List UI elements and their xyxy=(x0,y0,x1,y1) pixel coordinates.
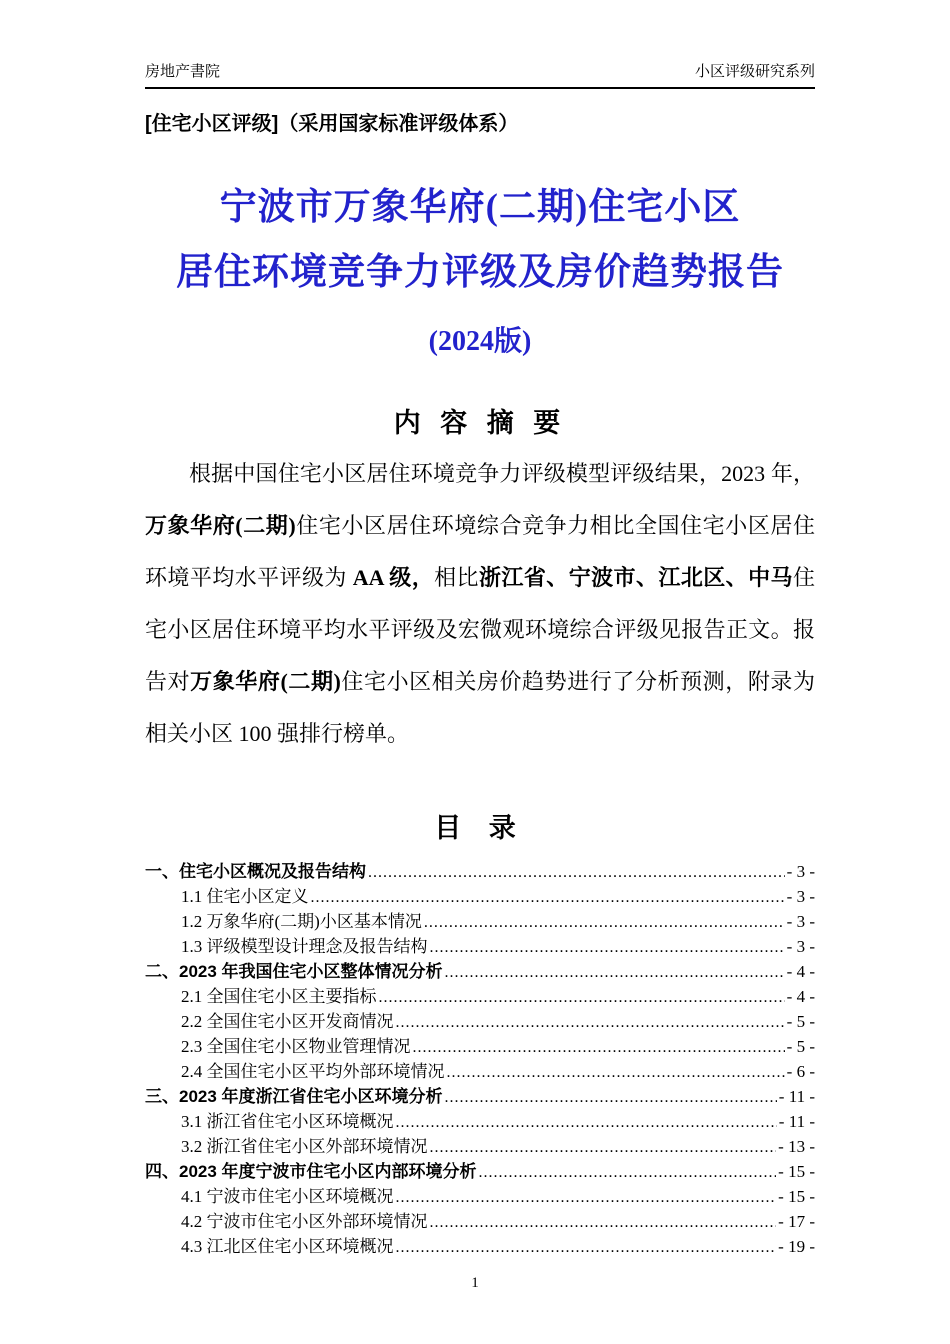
toc-page-number: - 3 - xyxy=(786,887,815,907)
toc-entry xyxy=(145,1082,815,1107)
toc-page-number: - 3 - xyxy=(786,912,815,932)
toc-entry xyxy=(145,1207,815,1232)
toc-page-number: - 19 - xyxy=(778,1237,815,1257)
toc-entry-label: 4.2 宁波市住宅小区外部环境情况 xyxy=(181,1212,428,1232)
toc-page-number: - 13 - xyxy=(778,1137,815,1157)
summary-heading: 内 容 摘 要 xyxy=(393,408,567,439)
report-series-line: [住宅小区评级]（采用国家标准评级体系） xyxy=(145,113,519,135)
toc-entry xyxy=(145,1032,815,1057)
toc-page-number: - 5 - xyxy=(786,1037,815,1057)
toc-entry xyxy=(145,1232,815,1257)
toc-dot-leader xyxy=(396,1237,777,1257)
toc-entry-label: 2.1 全国住宅小区主要指标 xyxy=(181,987,377,1007)
summary-run: 根据中国住宅小区居住环境竞争力评级模型评级结果，2023 年， xyxy=(189,461,815,487)
toc-entry xyxy=(145,1157,815,1182)
page-number: 1 xyxy=(471,1275,479,1291)
toc-entry-label: 1.3 评级模型设计理念及报告结构 xyxy=(181,937,428,957)
toc-entry xyxy=(145,1057,815,1082)
toc-page-number: - 11 - xyxy=(778,1112,815,1132)
toc-dot-leader xyxy=(413,1037,785,1057)
toc-entry-label: 三、2023 年度浙江省住宅小区环境分析 xyxy=(145,1087,443,1107)
toc-dot-leader xyxy=(368,862,785,882)
toc-page-number: - 3 - xyxy=(786,862,815,882)
summary-run: 相比 xyxy=(434,565,479,591)
toc-dot-leader xyxy=(424,912,785,932)
toc-entry-label: 3.1 浙江省住宅小区环境概况 xyxy=(181,1112,394,1132)
toc-list xyxy=(145,857,815,1257)
toc-entry xyxy=(145,1132,815,1157)
toc-entry-label: 一、住宅小区概况及报告结构 xyxy=(145,862,366,882)
toc-entry-label: 1.2 万象华府(二期)小区基本情况 xyxy=(181,912,422,932)
toc-page-number: - 11 - xyxy=(778,1087,815,1107)
toc-dot-leader xyxy=(396,1012,785,1032)
toc-entry xyxy=(145,882,815,907)
toc-entry xyxy=(145,857,815,882)
summary-run-community-name: 万象华府(二期) xyxy=(190,669,341,695)
toc-entry xyxy=(145,1107,815,1132)
toc-page-number: - 15 - xyxy=(778,1162,815,1182)
toc-page-number: - 4 - xyxy=(786,987,815,1007)
toc-entry-label: 2.4 全国住宅小区平均外部环境情况 xyxy=(181,1062,445,1082)
summary-paragraph xyxy=(145,448,815,760)
toc-entry-label: 二、2023 年我国住宅小区整体情况分析 xyxy=(145,962,443,982)
toc-page-number: - 17 - xyxy=(778,1212,815,1232)
report-edition: (2024版) xyxy=(428,326,532,358)
toc-entry-label: 2.3 全国住宅小区物业管理情况 xyxy=(181,1037,411,1057)
toc-heading: 目 录 xyxy=(434,813,526,844)
summary-run-rating: AA 级， xyxy=(352,565,435,591)
toc-entry xyxy=(145,982,815,1007)
toc-page-number: - 3 - xyxy=(786,937,815,957)
toc-entry-label: 四、2023 年度宁波市住宅小区内部环境分析 xyxy=(145,1162,477,1182)
toc-entry xyxy=(145,907,815,932)
toc-dot-leader xyxy=(430,937,785,957)
summary-run-regions: 浙江省、宁波市、江北区、中马 xyxy=(478,565,793,591)
toc-entry xyxy=(145,932,815,957)
toc-dot-leader xyxy=(430,1212,777,1232)
toc-entry-label: 2.2 全国住宅小区开发商情况 xyxy=(181,1012,394,1032)
toc-dot-leader xyxy=(396,1112,777,1132)
toc-entry xyxy=(145,957,815,982)
summary-run: 住宅小区居住环境综合竞争力相比全国住宅小区居住环境平均水平评级为 xyxy=(145,513,815,591)
toc-entry xyxy=(145,1007,815,1032)
toc-entry-label: 4.1 宁波市住宅小区环境概况 xyxy=(181,1187,394,1207)
toc-page-number: - 15 - xyxy=(778,1187,815,1207)
toc-page-number: - 5 - xyxy=(786,1012,815,1032)
header-left-text: 房地产書院 xyxy=(145,63,221,80)
toc-entry-label: 1.1 住宅小区定义 xyxy=(181,887,309,907)
toc-dot-leader xyxy=(445,1087,777,1107)
toc-dot-leader xyxy=(379,987,785,1007)
toc-dot-leader xyxy=(447,1062,785,1082)
toc-page-number: - 6 - xyxy=(786,1062,815,1082)
summary-run: 住宅小区居住环境平均水平评级及宏微观环境综合评级见报告正文。报告对 xyxy=(145,565,815,695)
toc-dot-leader xyxy=(430,1137,777,1157)
toc-dot-leader xyxy=(311,887,785,907)
report-title-line1: 宁波市万象华府(二期)住宅小区 xyxy=(219,187,741,228)
toc-dot-leader xyxy=(396,1187,777,1207)
summary-run-community-name: 万象华府(二期) xyxy=(145,513,296,539)
document-header xyxy=(145,60,815,89)
toc-page-number: - 4 - xyxy=(786,962,815,982)
toc-entry xyxy=(145,1182,815,1207)
toc-entry-label: 3.2 浙江省住宅小区外部环境情况 xyxy=(181,1137,428,1157)
toc-entry-label: 4.3 江北区住宅小区环境概况 xyxy=(181,1237,394,1257)
report-title-line2: 居住环境竞争力评级及房价趋势报告 xyxy=(176,251,784,293)
summary-run: 住宅小区相关房价趋势进行了分析预测，附录为相关小区 100 强排行榜单。 xyxy=(145,669,815,747)
toc-dot-leader xyxy=(445,962,785,982)
header-right-text: 小区评级研究系列 xyxy=(694,63,815,80)
toc-dot-leader xyxy=(479,1162,777,1182)
